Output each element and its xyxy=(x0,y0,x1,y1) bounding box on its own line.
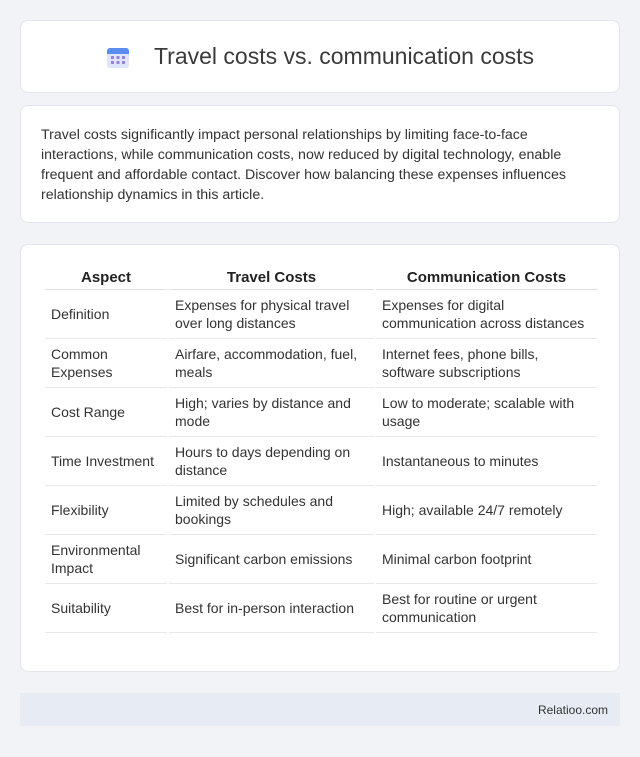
row-travel-costs: Airfare, accommodation, fuel, meals xyxy=(169,339,374,388)
row-aspect: Time Investment xyxy=(45,437,167,486)
row-aspect: Environmental Impact xyxy=(45,535,167,584)
row-communication-costs: Expenses for digital communication across distances xyxy=(376,290,597,339)
row-travel-costs: High; varies by distance and mode xyxy=(169,388,374,437)
page-title: Travel costs vs. communication costs xyxy=(153,43,535,69)
column-header-aspect: Aspect xyxy=(45,265,167,290)
table-row xyxy=(45,486,597,535)
row-communication-costs: Minimal carbon footprint xyxy=(376,535,597,584)
row-travel-costs: Best for in-person interaction xyxy=(169,584,374,633)
row-aspect: Common Expenses xyxy=(45,339,167,388)
table-row xyxy=(45,535,597,584)
row-aspect: Cost Range xyxy=(45,388,167,437)
footer-brand: Relatioo.com xyxy=(537,702,608,717)
row-travel-costs: Hours to days depending on distance xyxy=(169,437,374,486)
footer xyxy=(20,693,620,726)
table-row xyxy=(45,584,597,633)
row-communication-costs: Low to moderate; scalable with usage xyxy=(376,388,597,437)
comparison-table xyxy=(43,265,599,633)
row-travel-costs: Significant carbon emissions xyxy=(169,535,374,584)
row-aspect: Definition xyxy=(45,290,167,339)
row-communication-costs: Best for routine or urgent communication xyxy=(376,584,597,633)
row-communication-costs: Instantaneous to minutes xyxy=(376,437,597,486)
table-row xyxy=(45,339,597,388)
title-card xyxy=(20,20,620,93)
intro-card xyxy=(20,105,620,223)
table-row xyxy=(45,437,597,486)
intro-text: Travel costs significantly impact personal relationships by limiting face-to-face interactions, while communication costs, now reduced by digital technology, enable frequent and affordable contact. Discover how balancing these expenses influences relationship dynamics in this article. xyxy=(41,127,567,203)
table-header-row xyxy=(45,265,597,290)
row-aspect: Flexibility xyxy=(45,486,167,535)
column-header-travel-costs: Travel Costs xyxy=(169,265,374,290)
comparison-table-card xyxy=(20,244,620,672)
row-communication-costs: High; available 24/7 remotely xyxy=(376,486,597,535)
row-travel-costs: Limited by schedules and bookings xyxy=(169,486,374,535)
row-aspect: Suitability xyxy=(45,584,167,633)
row-travel-costs: Expenses for physical travel over long distances xyxy=(169,290,374,339)
table-row xyxy=(45,388,597,437)
column-header-communication-costs: Communication Costs xyxy=(376,265,597,290)
table-row xyxy=(45,290,597,339)
row-communication-costs: Internet fees, phone bills, software subscriptions xyxy=(376,339,597,388)
calendar-icon xyxy=(106,45,130,69)
